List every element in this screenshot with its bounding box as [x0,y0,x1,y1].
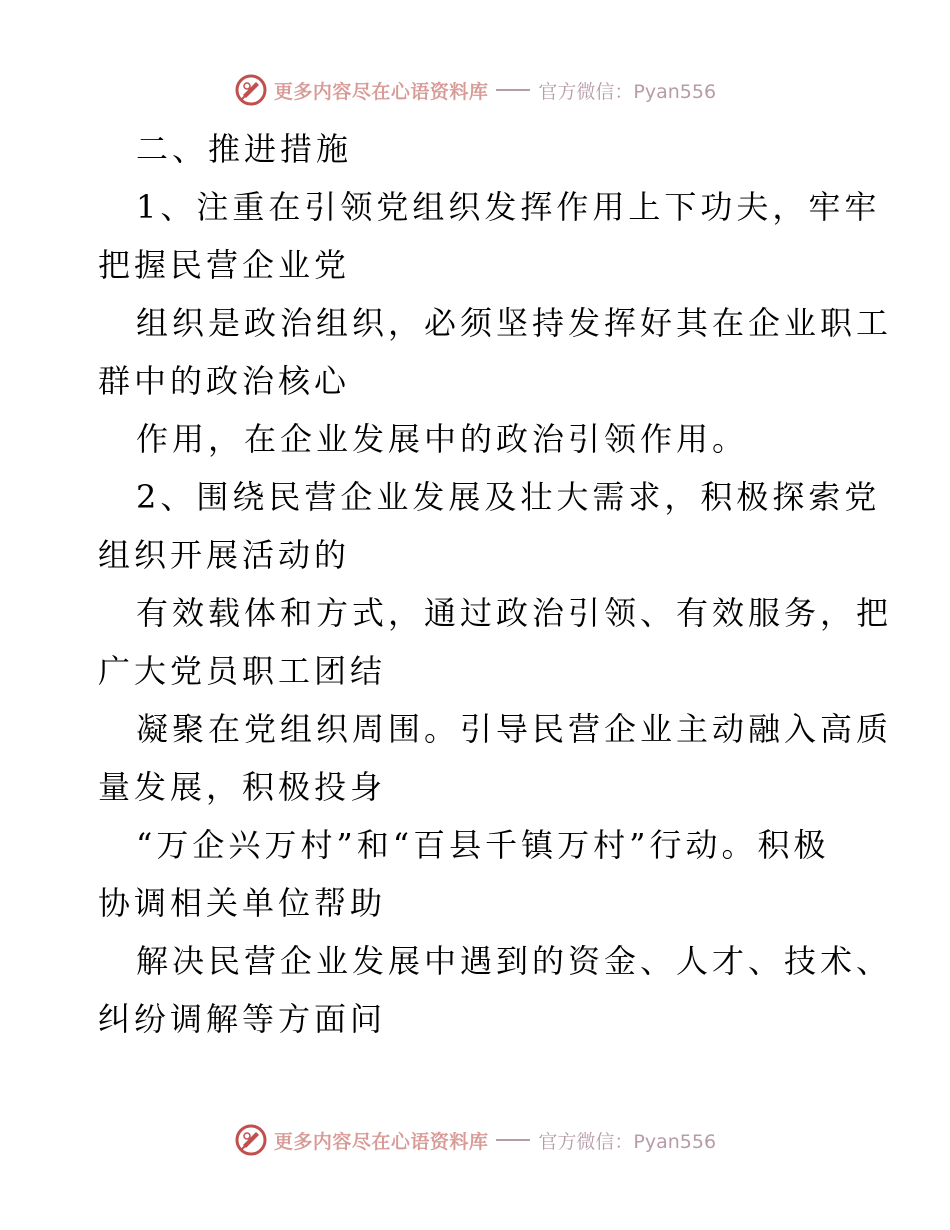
banner-dash [496,89,530,91]
text-line: 二、推进措施 [136,130,353,168]
brand-logo-icon [234,1123,268,1157]
text-line: 组织是政治组织，必须坚持发挥好其在企业职工 [136,304,893,342]
text-line: 凝聚在党组织周围。引导民营企业主动融入高质 [136,710,893,748]
text-line: 把握民营企业党 [98,246,351,284]
banner-text: 更多内容尽在心语资料库 [273,1130,489,1153]
text-line: 纠纷调解等方面问 [98,1000,387,1038]
banner-wechat: 官方微信：Pyan556 [538,1130,717,1153]
brand-logo-icon [234,73,268,107]
header-banner [0,70,950,110]
footer-banner [0,1120,950,1160]
banner-dash [496,1139,530,1141]
text-line: 量发展，积极投身 [98,768,387,806]
text-line: 作用，在企业发展中的政治引领作用。 [136,420,749,458]
text-line: 2、围绕民营企业发展及壮大需求，积极探索党 [136,478,881,516]
text-line: 协调相关单位帮助 [98,884,387,922]
text-line: 解决民营企业发展中遇到的资金、人才、技术、 [136,942,893,980]
text-line: “万企兴万村”和“百县千镇万村”行动。积极 [136,826,830,864]
banner-wechat: 官方微信：Pyan556 [538,80,717,103]
text-line: 群中的政治核心 [98,362,351,400]
document-body [98,120,893,1048]
banner-text: 更多内容尽在心语资料库 [273,80,489,103]
text-line: 组织开展活动的 [98,536,351,574]
text-line: 有效载体和方式，通过政治引领、有效服务，把 [136,594,893,632]
text-line: 1、注重在引领党组织发挥作用上下功夫，牢牢 [136,188,881,226]
text-line: 广大党员职工团结 [98,652,387,690]
